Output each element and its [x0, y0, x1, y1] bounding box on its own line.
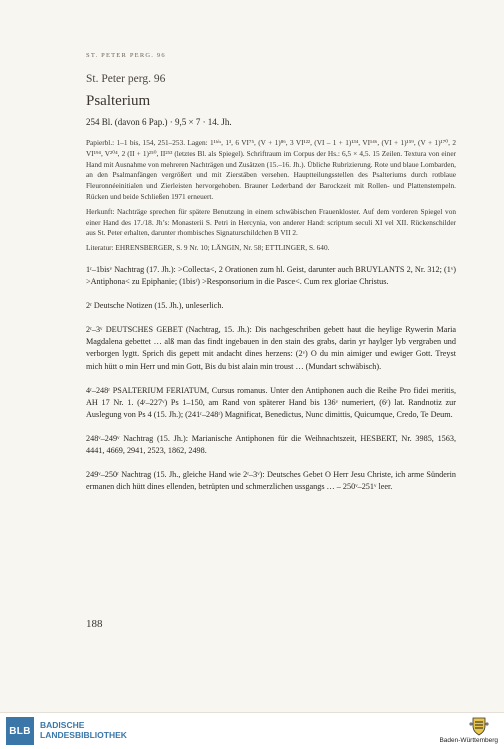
content-entry: 249ᵛ–250ʳ Nachtrag (15. Jh., gleiche Hand wie 2ʳ–3ᵛ): Deutsches Gebet O Herr Jesu Christe, ich arme Sünderin ermanen dich hütt dines ellenden, betrüpten und schmerzlichen ussgangs … – 250ᵛ–251ᵛ leer.	[86, 470, 456, 492]
state-name[interactable]: Baden-Württemberg	[439, 737, 498, 744]
content-entry: 248ᵛ–249ᵛ Nachtrag (15. Jh.): Marianische Antiphonen für die Weihnachtszeit, HESBERT, Nr. 3985, 1563, 4441, 4669, 2941, 2523, 1862, 2498.	[86, 433, 456, 455]
library-name-line2: LANDESBIBLIOTHEK	[40, 730, 127, 740]
catalog-entry	[86, 52, 456, 505]
content-entry: 1ʳ–1bisᵛ Nachtrag (17. Jh.): >Collecta<, 2 Orationen zum hl. Geist, darunter auch BRUYLANTS 2, Nr. 312; (1ᵛ) >Antiphona< zu Epiphanie; (1bisʳ) >Responsorium in die Pasce<. Cum rex gloriae Christus.	[86, 264, 456, 287]
shelfmark: St. Peter perg. 96	[86, 73, 166, 85]
library-name[interactable]	[40, 720, 127, 740]
content-entry: 2ʳ Deutsche Notizen (15. Jh.), unleserlich.	[86, 301, 224, 311]
manuscript-title: Psalterium	[86, 93, 151, 109]
content-entry: 4ʳ–248ʳ PSALTERIUM FERIATUM, Cursus romanus. Unter den Antiphonen auch die Reihe Pro fidei meritis, AH 17 Nr. 1. (4ʳ–227ᵛ) Ps 1–150, am Rand von späterer Hand bis 136ᵛ numeriert, (6ʳ) lat. Randnotiz zur Auslegung von Ps 4 (15. Jh.); (241ʳ–248ʳ) Magnificat, Benedictus, Nunc dimittis, Quicumque, Credo, Te Deum.	[86, 385, 456, 419]
codicological-description: Papierbl.: 1–1 bis, 154, 251–253. Lagen: 1¹ᵇⁱˢ, 1³, 6 VI⁷⁵, (V + 1)⁸⁶, 3 VI¹²², (VI – 1 + 1)¹³⁴, VI¹⁴⁶, (VI + 1)¹⁵⁹, (V + 1)¹⁷⁰, 2 VI¹⁹⁴, V²⁰⁴, 2 (II + 1)²⁵⁰, II²⁵³ (letztes Bl. als Spiegel). Schriftraum im Corpus der Hs.: 6,5 × 4,5. 15 Zeilen. Textura von einer Hand mit Ausnahme von mehreren Nachträgen und Zusätzen (15.–16. Jh.). Übliche Rubrizierung. Rote und blaue Lombarden, an den Psalmanfängen vergrößert und mit Zierstäben versehen. Hauptteilungsstellen des Psalteriums durch rotblaue Fleuronnéeinitialen und Zierleisten hervorgehoben. Brauner Lederband der Barockzeit mit Rollen- und Plattenstempeln. Rücken und beide Schließen 1971 erneuert.	[86, 138, 456, 201]
coat-of-arms-icon	[468, 716, 490, 736]
page-number: 188	[86, 618, 103, 630]
viewer-footer	[0, 712, 504, 749]
provenance-note: Herkunft: Nachträge sprechen für spätere Benutzung in einem schwäbischen Frauenkloster. Auf dem vorderen Spiegel von einer Hand des 17./18. Jh’s: Monasterii S. Petri in Hercynia, von anderer Hand: scriptum seculi XI vel XII. Rückenschilder aus St. Peter erhalten, darunter rhombisches Signaturschildchen B VII 2.	[86, 206, 456, 238]
content-entry: 2ʳ–3ᵛ DEUTSCHES GEBET (Nachtrag, 15. Jh.): Dis nachgeschriben gebett haut die heylige Rywerin Maria Magdalena gebettet … alß man das findt ingebauen in den stain des grabs, darin yr haylger lyb vergraben und verborgen lygtt. Sprich dis gepett mit andacht dines herzens: (2ᵛ) O du min aimiger und ewiger Gott. Treyst mich hütt o min Herr und min Gott, Bis du bist alain min troust … (Mundart schwäbisch).	[86, 325, 456, 371]
library-name-line1: BADISCHE	[40, 720, 85, 730]
running-head: ST. PETER PERG. 96	[86, 52, 166, 59]
blb-logo[interactable]: BLB	[6, 717, 34, 745]
physical-extent: 254 Bl. (davon 6 Pap.) · 9,5 × 7 · 14. Jh.	[86, 117, 232, 127]
literature-note: Literatur: EHRENSBERGER, S. 9 Nr. 10; LÄNGIN, Nr. 58; ETTLINGER, S. 640.	[86, 243, 330, 253]
